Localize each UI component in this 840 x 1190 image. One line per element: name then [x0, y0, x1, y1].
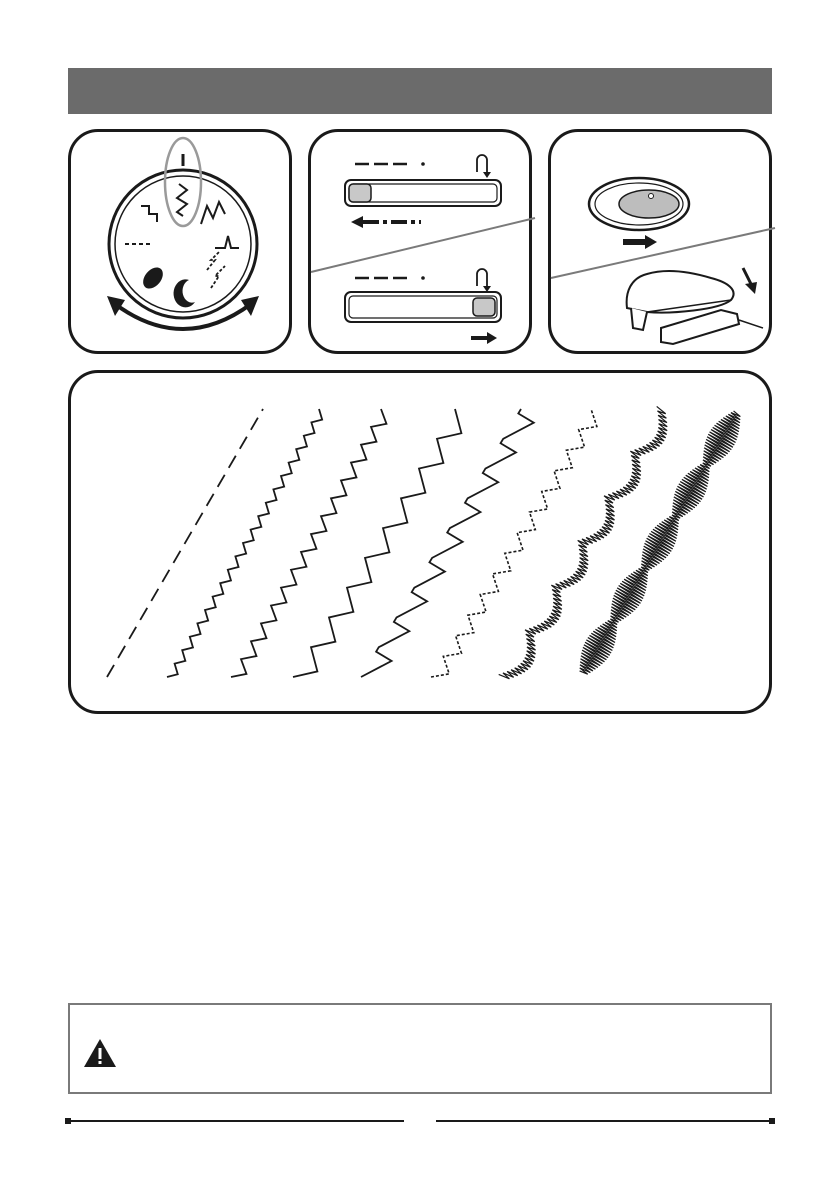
panel-stitch-dial [68, 129, 292, 354]
stitch-samples-illustration [71, 373, 775, 717]
panel-foot-pedal [548, 129, 772, 354]
stitch-wide-zigzag [293, 409, 461, 677]
footer-rule-left [68, 1120, 404, 1122]
stitch-selector-dial-icon [71, 132, 295, 357]
stitch-straight-dashed [107, 409, 263, 677]
footer-rule-right [436, 1120, 772, 1122]
warning-box [68, 1003, 772, 1094]
header-band [68, 68, 772, 114]
stitch-small-zigzag [167, 409, 322, 677]
stitch-elastic-zigzag [431, 409, 597, 677]
footer-dot-right [769, 1118, 775, 1124]
foot-pedal-icon [551, 132, 775, 357]
panel-stitch-slider [308, 129, 532, 354]
warning-triangle-icon [82, 1037, 118, 1069]
stitch-length-slider-icon [311, 132, 535, 357]
stitch-medium-zigzag [231, 409, 386, 677]
panel-stitch-samples [68, 370, 772, 714]
stitch-satin-wave [580, 411, 741, 674]
